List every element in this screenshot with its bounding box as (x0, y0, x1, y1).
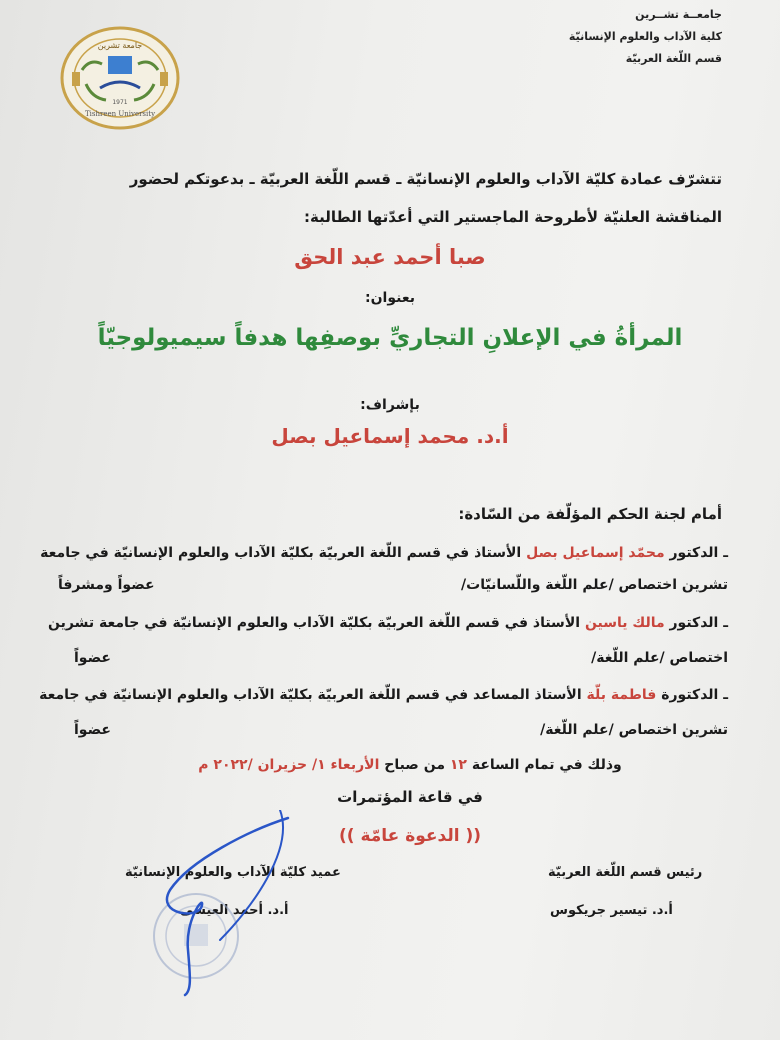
session-hall: في قاعة المؤتمرات (337, 788, 483, 806)
logo-top-text: جامعة تشرين (97, 41, 143, 50)
faculty-name: كلية الآداب والعلوم الإنسانيّة (568, 30, 722, 43)
member-3-line-1 (38, 687, 728, 703)
thesis-title: المرأةُ في الإعلانِ التجاريِّ بوصفِها هدفاً سيميولوجيّاً (97, 325, 683, 351)
department-name: قسم اللّغة العربيّة (625, 52, 722, 65)
member-prefix: ـ الدكتور (669, 545, 728, 561)
university-name: جامعــة تشــرين (635, 8, 722, 21)
logo-bottom-text: Tishreen University (84, 110, 156, 118)
university-logo-icon (60, 26, 180, 130)
logo-year: 1971 (112, 99, 128, 106)
member-3-line-2: تشرين اختصاص /علم اللّغة/ (540, 722, 728, 738)
member-name: مالك ياسين (584, 615, 665, 631)
dean-name: أ.د. أحمد العيسى (180, 903, 289, 918)
member-1-line-2: تشرين اختصاص /علم اللّغة واللّسانيّات/ (461, 577, 728, 593)
member-prefix: ـ الدكتورة (661, 687, 728, 703)
dean-title: عميد كليّة الآداب والعلوم الإنسانيّة (125, 865, 341, 880)
committee-intro: أمام لجنة الحكم المؤلّفة من السّادة: (458, 505, 722, 523)
member-name: فاطمة بلّة (586, 687, 657, 703)
member-2-line-2: اختصاص /علم اللّغة/ (591, 650, 728, 666)
supervision-label: بإشراف: (360, 397, 420, 413)
session-hour: ١٢ (449, 757, 467, 773)
title-label: بعنوان: (365, 290, 415, 306)
member-description: الأستاذ في قسم اللّغة العربيّة بكليّة الآداب والعلوم الإنسانيّة في جامعة (40, 545, 522, 561)
intro-paragraph (52, 160, 722, 236)
session-middle: من صباح (384, 757, 445, 773)
member-2-role: عضواً (74, 650, 111, 666)
session-date: الأربعاء ١/ حزيران /٢٠٢٢ م (198, 757, 380, 773)
intro-line-2: المناقشة العلنيّة لأطروحة الماجستير التي أعدّتها الطالبة: (304, 208, 722, 226)
member-3-role: عضواً (74, 722, 111, 738)
session-time (40, 757, 780, 773)
student-name: صبا أحمد عبد الحق (294, 245, 486, 269)
member-name: محمّد إسماعيل بصل (526, 545, 665, 561)
member-1-line-1 (38, 545, 728, 561)
invitation-public: (( الدعوة عامّة )) (338, 826, 481, 846)
intro-line-1: تتشرّف عمادة كليّة الآداب والعلوم الإنسانيّة ـ قسم اللّغة العربيّة ـ بدعوتكم لحضور (129, 170, 722, 188)
handwritten-signature-icon (130, 810, 310, 1000)
supervisor-name: أ.د. محمد إسماعيل بصل (271, 424, 509, 448)
member-1-role: عضواً ومشرفاً (58, 577, 155, 593)
head-title: رئيس قسم اللّغة العربيّة (548, 865, 703, 880)
member-prefix: ـ الدكتور (669, 615, 728, 631)
head-name: أ.د. تيسير جريكوس (550, 903, 673, 918)
member-description: الأستاذ في قسم اللّغة العربيّة بكليّة الآداب والعلوم الإنسانيّة في جامعة تشرين (48, 615, 581, 631)
session-prefix: وذلك في تمام الساعة (471, 757, 622, 773)
member-description: الأستاذ المساعد في قسم اللّغة العربيّة بكليّة الآداب والعلوم الإنسانيّة في جامعة (39, 687, 582, 703)
letterhead (569, 4, 722, 70)
member-2-line-1 (38, 615, 728, 631)
